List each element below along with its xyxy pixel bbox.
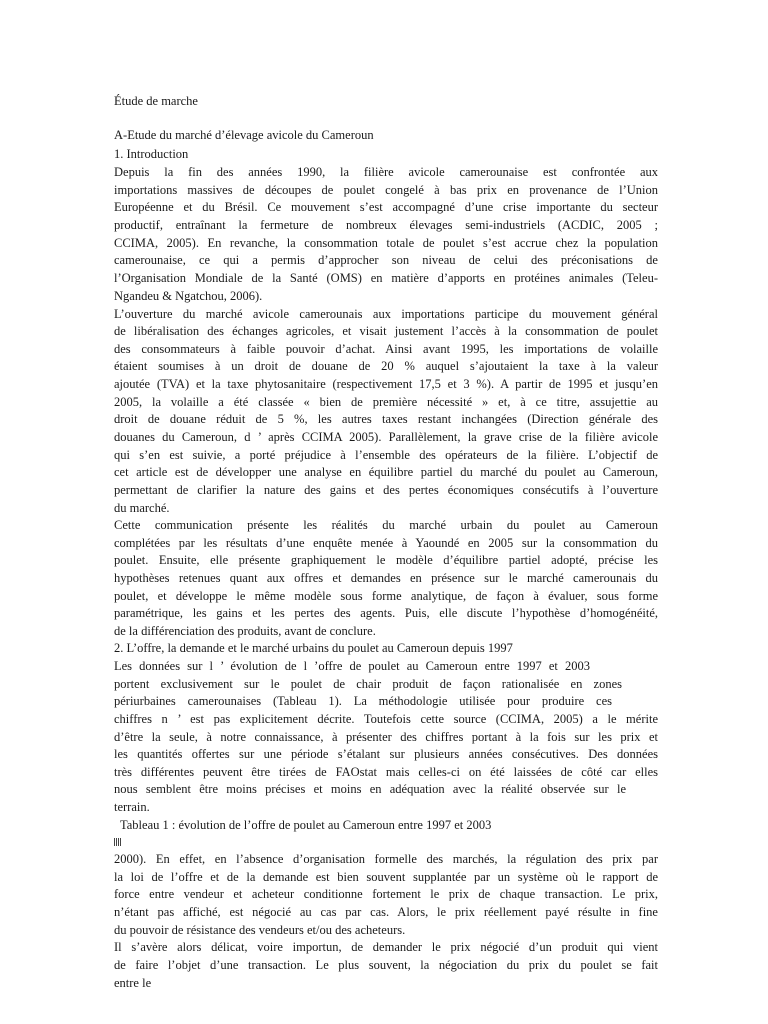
text-line: l’Organisation Mondiale de la Santé (OMS) en matière d’apports en protéines animales (Teleu- bbox=[114, 271, 658, 285]
text-line: complétées par les résultats d’une enquête menée à Yaoundé en 2005 sur la consommation du bbox=[114, 536, 658, 550]
text-line: CCIMA, 2005). En revanche, la consommation totale de poulet s’est accrue chez la population bbox=[114, 236, 658, 250]
subsection-heading: 1. Introduction bbox=[114, 147, 189, 161]
text-line: des consommateurs à faible pouvoir d’achat. Ainsi avant 1995, les importations de volaille bbox=[114, 342, 658, 356]
text-line: n’étant pas affiché, est négocié au cas par cas. Alors, le prix réellement payé résulte in fine bbox=[114, 905, 658, 919]
text-line: les quantités offertes sur une période s’étalant sur plusieurs années consécutives. Des données bbox=[114, 747, 658, 761]
text-line: cet article est de développer une analyse en équilibre partiel du marché du poulet au Cameroun, bbox=[114, 465, 658, 479]
text-line: entre le bbox=[114, 976, 152, 990]
text-line: très différentes peuvent être tirées de FAOstat mais celles-ci on été laissées de côté car elles bbox=[114, 765, 658, 779]
text-line: terrain. bbox=[114, 800, 150, 814]
text-line: droit de douane réduit de 5 %, les autres taxes restant inchangées (Direction générale des bbox=[114, 412, 658, 426]
text-line: portent exclusivement sur le poulet de chair produit de façon rationalisée en zones bbox=[114, 677, 622, 691]
document-title: Étude de marche bbox=[114, 94, 198, 108]
text-line: de la différenciation des produits, avant de conclure. bbox=[114, 624, 376, 638]
text-line: du pouvoir de résistance des vendeurs et/ou des acheteurs. bbox=[114, 923, 406, 937]
text-line: poulet. Ensuite, elle présente graphiquement le modèle d’équilibre partiel adopté, précise les bbox=[114, 553, 658, 567]
text-line: ajoutée (TVA) et la taxe phytosanitaire (respectivement 17,5 et 3 %). A partir de 1995 et jusqu’en bbox=[114, 377, 658, 391]
text-line: Les données sur l ’ évolution de l ’offre de poulet au Cameroun entre 1997 et 2003 bbox=[114, 659, 590, 673]
text-line: Il s’avère alors délicat, voire importun, de demander le prix négocié d’un produit qui vient bbox=[114, 940, 658, 954]
text-line: périurbaines camerounaises (Tableau 1). La méthodologie utilisée pour produire ces bbox=[114, 694, 612, 708]
text-line: 2000). En effet, en l’absence d’organisation formelle des marchés, la régulation des prix par bbox=[114, 852, 658, 866]
text-line: qui s’en est suivie, a porté préjudice à l’ensemble des opérateurs de la filière. L’objectif de bbox=[114, 448, 658, 462]
image-placeholder-icon bbox=[114, 838, 121, 846]
text-line: permettant de clarifier la nature des gains et des pertes économiques consécutifs à l’ouverture bbox=[114, 483, 658, 497]
text-line: d’être la seule, à notre connaissance, à présenter des chiffres portant à la fois sur les prix et bbox=[114, 730, 658, 744]
text-line: du marché. bbox=[114, 501, 170, 515]
text-line: douanes du Cameroun, d ’ après CCIMA 2005). Parallèlement, la grave crise de la filière avicole bbox=[114, 430, 658, 444]
table-caption: Tableau 1 : évolution de l’offre de poulet au Cameroun entre 1997 et 2003 bbox=[120, 818, 492, 832]
text-line: étaient soumises à un droit de douane de 20 % auquel s’ajoutaient la taxe à la valeur bbox=[114, 359, 658, 373]
text-line: de faire l’objet d’une transaction. Le plus souvent, la négociation du prix du poulet se fait bbox=[114, 958, 658, 972]
text-line: la loi de l’offre et de la demande est bien souvent supplantée par un système où le rapport de bbox=[114, 870, 658, 884]
text-line: de libéralisation des échanges agricoles, et visait justement l’accès à la consommation de poulet bbox=[114, 324, 658, 338]
text-line: camerounaise, ce qui a permis d’approcher son niveau de celui des préconisations de bbox=[114, 253, 658, 267]
text-line: Européenne et du Brésil. Ce mouvement s’est accompagné d’une crise importante du secteur bbox=[114, 200, 658, 214]
text-line: 2005, la volaille a été classée « bien de première nécessité » et, à ce titre, assujettie au bbox=[114, 395, 658, 409]
section-heading: A-Etude du marché d’élevage avicole du Cameroun bbox=[114, 128, 374, 142]
text-line: Depuis la fin des années 1990, la filière avicole camerounaise est confrontée aux bbox=[114, 165, 658, 179]
text-line: Cette communication présente les réalités du marché urbain du poulet au Cameroun bbox=[114, 518, 658, 532]
text-line: L’ouverture du marché avicole camerounais aux importations participe du mouvement général bbox=[114, 307, 658, 321]
text-line: Ngandeu & Ngatchou, 2006). bbox=[114, 289, 263, 303]
subsection-heading: 2. L’offre, la demande et le marché urbains du poulet au Cameroun depuis 1997 bbox=[114, 641, 513, 655]
text-line: hypothèses retenues quant aux offres et demandes en présence sur le marché camerounais du bbox=[114, 571, 658, 585]
text-line: productif, entraînant la fermeture de nombreux élevages semi-industriels (ACDIC, 2005 ; bbox=[114, 218, 658, 232]
text-line: force entre vendeur et acheteur conditionne fortement le prix de chaque transaction. Le prix, bbox=[114, 887, 658, 901]
text-line: chiffres n ’ est pas explicitement décrite. Toutefois cette source (CCIMA, 2005) a le mérite bbox=[114, 712, 658, 726]
text-line: importations massives de découpes de poulet congelé à bas prix en provenance de l’Union bbox=[114, 183, 658, 197]
text-line: poulet, et développe le même modèle sous forme analytique, de façon à évaluer, sous forme bbox=[114, 589, 658, 603]
text-line: paramétrique, les gains et les pertes des agents. Puis, elle discute l’hypothèse d’homogénéité, bbox=[114, 606, 658, 620]
text-line: nous semblent être moins précises et moins en adéquation avec la réalité observée sur le bbox=[114, 782, 626, 796]
